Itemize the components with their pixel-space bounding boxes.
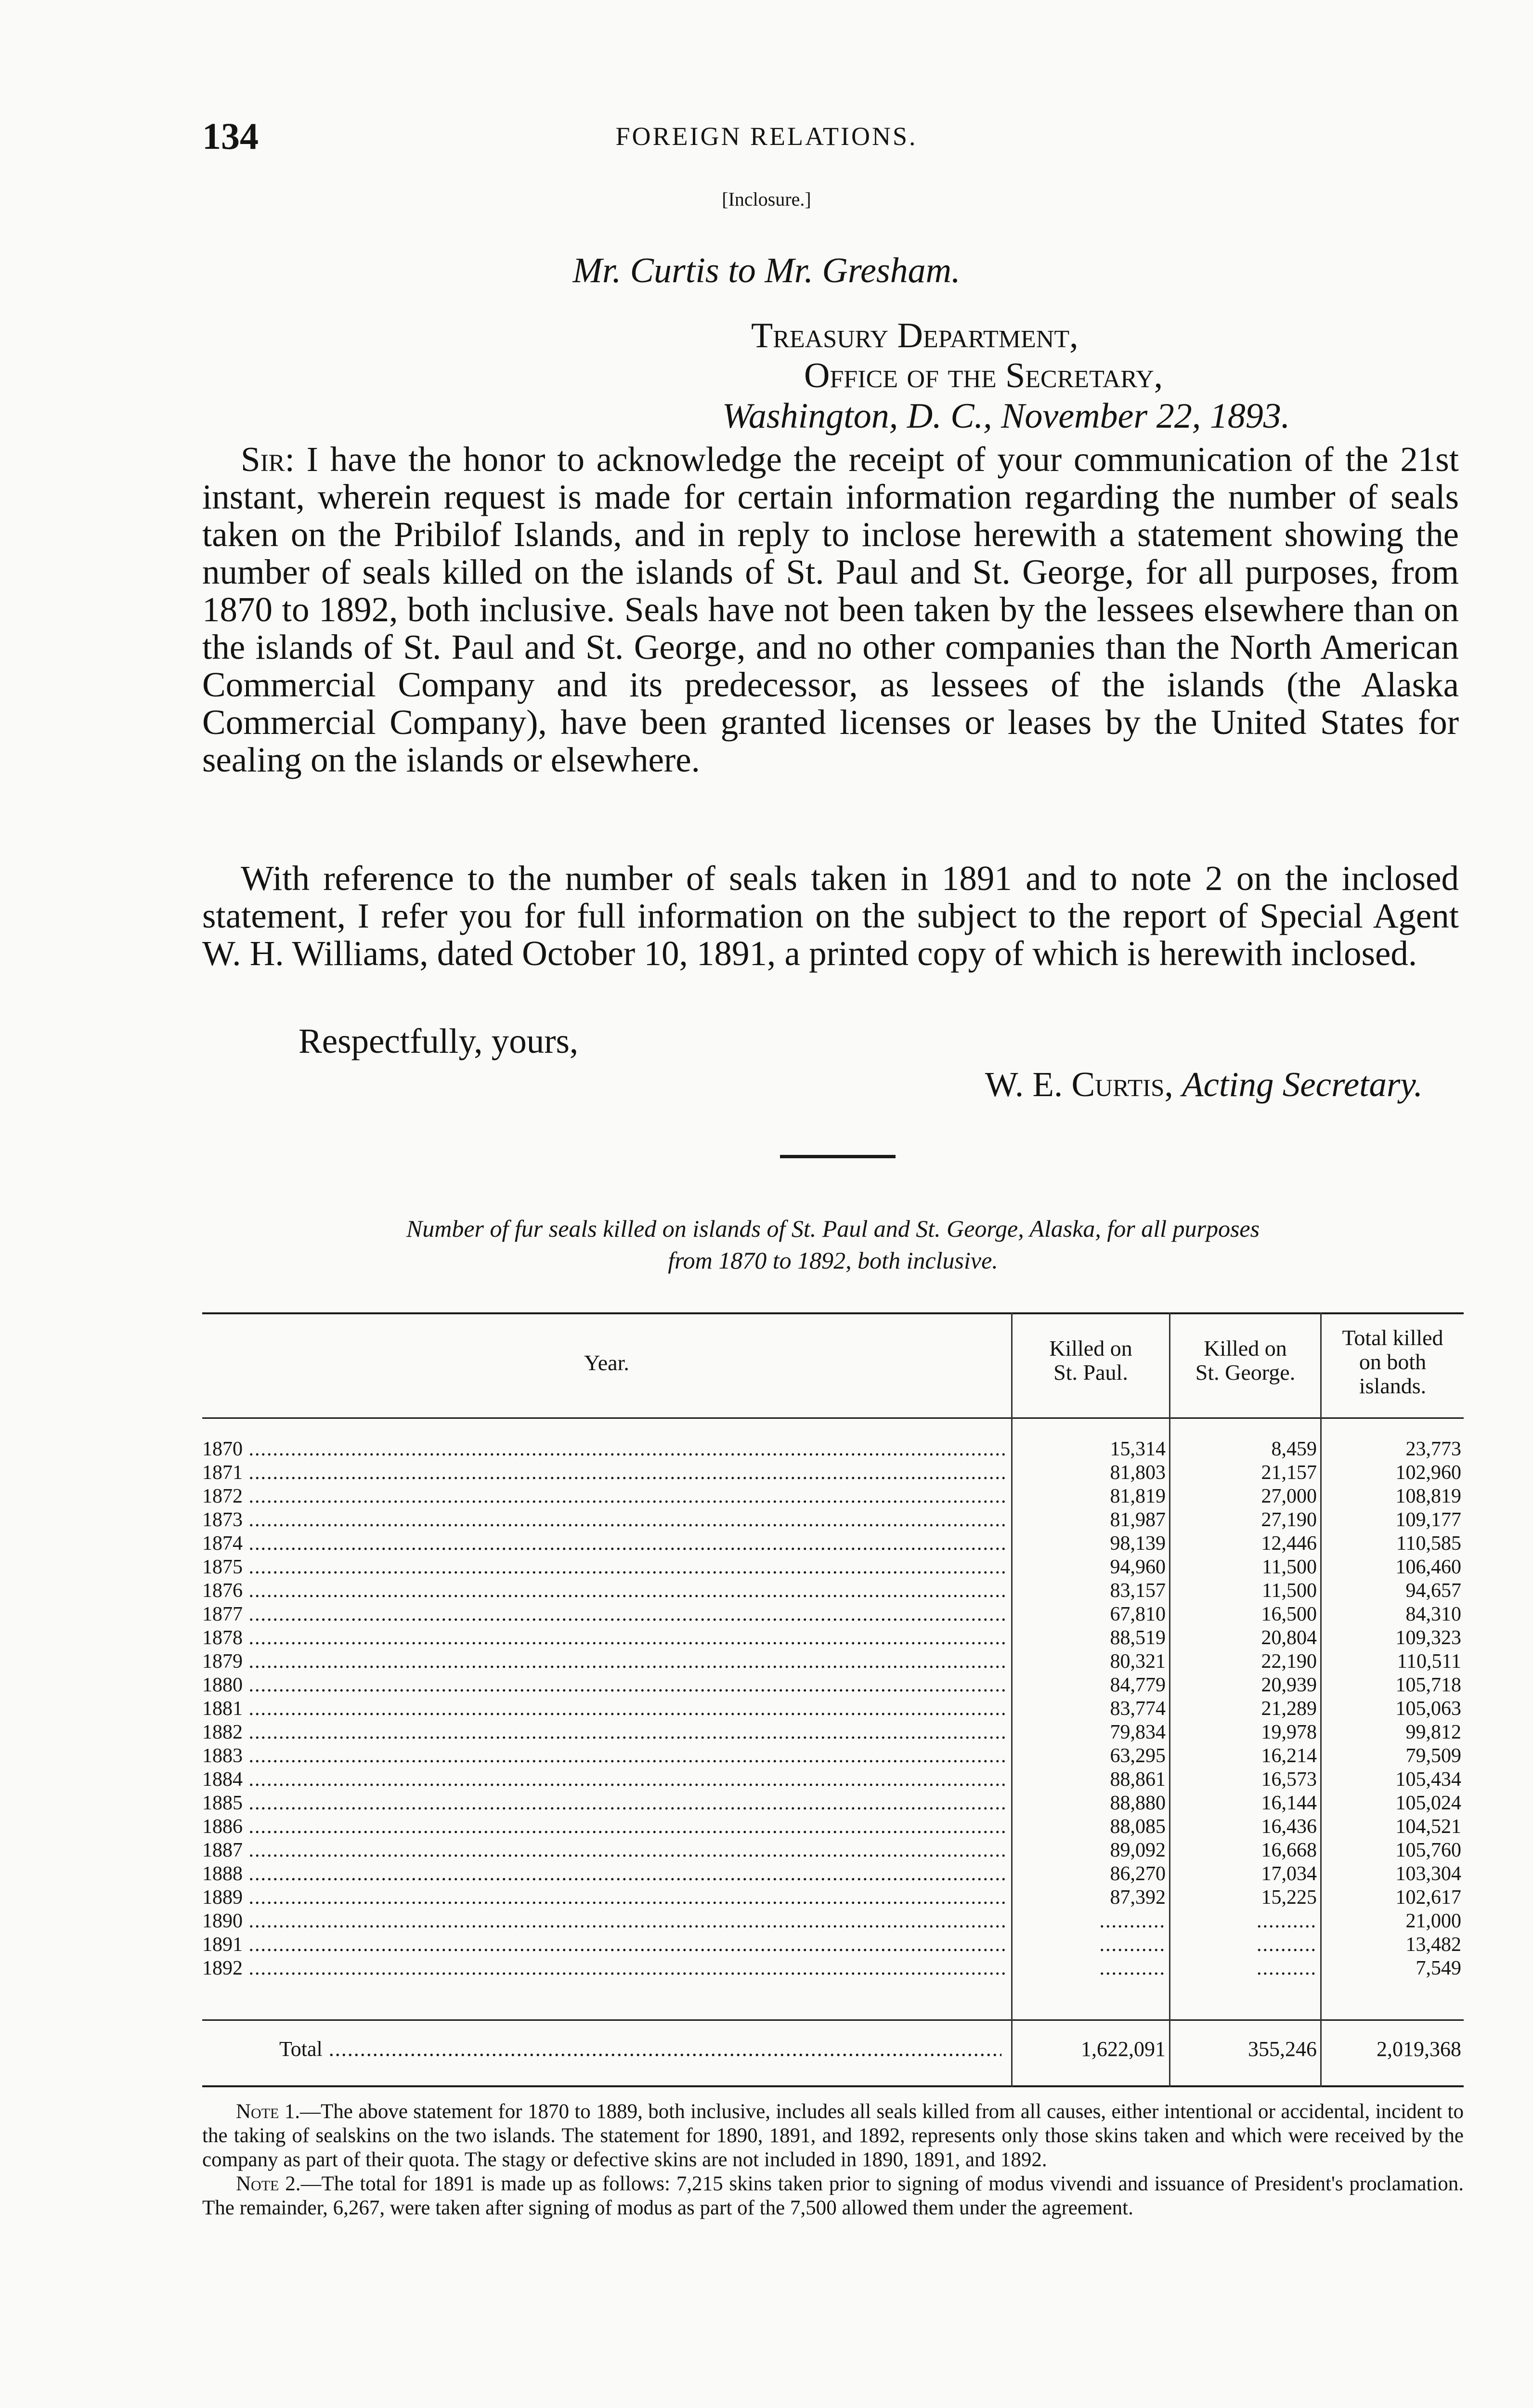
row-year: 1887 ..... [202,1839,1007,1862]
row-total: 106,460 [1395,1556,1461,1578]
row-total: 110,585 [1396,1532,1461,1555]
table-total-rule [202,2019,1464,2021]
row-total: 105,024 [1395,1792,1461,1814]
row-year: 1881 ..... [202,1697,1007,1721]
header-st-paul-line-2: St. Paul. [1053,1360,1128,1385]
row-total: 94,657 [1405,1580,1461,1602]
row-st-george: 11,500 [1262,1556,1317,1578]
table-row [202,1862,1464,1886]
row-st-george: 16,144 [1261,1792,1317,1814]
header-year: Year. [584,1350,629,1375]
row-st-paul-leader: ........... [1099,1957,1166,1979]
row-st-paul: 87,392 [1110,1886,1166,1909]
inclosure-label: [Inclosure.] [722,188,811,210]
signer-name: W. E. Curtis, [985,1065,1173,1104]
row-st-paul: 83,774 [1110,1698,1166,1720]
note-2 [202,2172,1464,2220]
note-2-text: —The total for 1891 is made up as follows: 7,215 skins taken prior to signing of modus vivendi and issuance of President's proclamation. The remainder, 6,267, were taken after signing of modus as part of the 7,500 allowed them under the agreement. [202,2172,1464,2219]
row-total: 84,310 [1405,1603,1461,1625]
table-caption-line-1: Number of fur seals killed on islands of St. Paul and St. George, Alaska, for all purposes [406,1215,1260,1242]
row-year: 1885 ..... [202,1792,1007,1815]
header-total-line-3: islands. [1359,1374,1427,1398]
row-year: 1891 ..... [202,1933,1007,1957]
row-st-george: 15,225 [1261,1886,1317,1909]
row-st-paul: 81,987 [1110,1509,1166,1531]
row-st-paul-leader: ........... [1099,1910,1166,1932]
note-2-label: Note 2. [236,2172,301,2195]
row-year: 1871 ..... [202,1461,1007,1485]
row-st-george: 20,939 [1261,1674,1317,1696]
row-st-george-leader: .......... [1257,1910,1317,1932]
row-year: 1889 ..... [202,1886,1007,1910]
row-total: 21,000 [1405,1910,1461,1932]
total-both: 2,019,368 [1377,2037,1461,2061]
row-year: 1872 ..... [202,1485,1007,1508]
row-year: 1882 ..... [202,1721,1007,1744]
header-total-line-2: on both [1359,1349,1427,1374]
row-year: 1886 ..... [202,1815,1007,1839]
table-row [202,1461,1464,1485]
address-office: Office of the Secretary, [804,356,1163,395]
row-st-paul: 88,085 [1110,1816,1166,1838]
table-row [202,1721,1464,1744]
row-total: 108,819 [1395,1485,1461,1507]
row-st-paul: 88,880 [1110,1792,1166,1814]
header-total [1322,1326,1464,1398]
row-st-paul: 63,295 [1110,1745,1166,1767]
table-bottom-rule [202,2085,1464,2087]
row-st-george: 27,000 [1261,1485,1317,1507]
table-caption [202,1213,1464,1276]
note-1-text: —The above statement for 1870 to 1889, both inclusive, includes all seals killed from all causes, either intentional or accidental, incident to the taking of sealskins on the two islands. The statement for 1890, 1891, and 1892, represents only those skins taken and which were received by the company as part of their quota. The stagy or defective skins are not included in 1890, 1891, and 1892. [202,2100,1464,2171]
row-year: 1876 ..... [202,1579,1007,1603]
row-total: 105,718 [1395,1674,1461,1696]
table-row [202,1579,1464,1603]
row-total: 79,509 [1405,1745,1461,1767]
row-year: 1892 ..... [202,1957,1007,1980]
row-st-paul: 80,321 [1110,1650,1166,1673]
paragraph-1-text: I have the honor to acknowledge the receipt of your communication of the 21st instant, wherein request is made for certain information regarding the number of seals taken on the Pribilof Islands, and in reply to inclose herewith a statement showing the number of seals killed on the islands of St. Paul and St. George, for all purposes, from 1870 to 1892, both inclusive. Seals have not been taken by the lessees elsewhere than on the islands of St. Paul and St. George, and no other companies than the North American Commercial Company and its predecessor, as lessees of the islands (the Alaska Commercial Company), have been granted licenses or leases by the United States for sealing on the islands or elsewhere. [202,440,1459,779]
row-st-paul: 89,092 [1110,1839,1166,1861]
table-row [202,1792,1464,1815]
row-st-paul: 83,157 [1110,1580,1166,1602]
row-st-george: 21,289 [1261,1698,1317,1720]
row-st-george: 22,190 [1261,1650,1317,1673]
row-year: 1873 ..... [202,1508,1007,1532]
row-st-george: 17,034 [1261,1863,1317,1885]
row-st-paul: 86,270 [1110,1863,1166,1885]
note-1 [202,2100,1464,2172]
row-st-george-leader: .......... [1257,1934,1317,1956]
total-st-paul: 1,622,091 [1081,2037,1166,2061]
table-row [202,1674,1464,1697]
table-total-row [202,2035,1464,2064]
page-number: 134 [202,115,259,157]
row-st-paul: 67,810 [1110,1603,1166,1625]
running-head: FOREIGN RELATIONS. [615,122,918,151]
total-st-george: 355,246 [1248,2037,1317,2061]
row-total: 109,177 [1395,1509,1461,1531]
row-total: 110,511 [1397,1650,1461,1673]
table-row [202,1485,1464,1508]
letter-paragraph-2: With reference to the number of seals taken in 1891 and to note 2 on the inclosed statement, I refer you for full information on the subject to the report of Special Agent W. H. Williams, dated October 10, 1891, a printed copy of which is herewith inclosed. [202,859,1459,973]
table-row [202,1839,1464,1862]
table-row [202,1650,1464,1674]
row-year: 1883 ..... [202,1744,1007,1768]
table-row [202,1744,1464,1768]
row-st-george: 21,157 [1261,1462,1317,1484]
letter-paragraph-1 [202,441,1459,779]
row-st-paul: 94,960 [1110,1556,1166,1578]
table-row [202,1603,1464,1626]
row-st-george: 19,978 [1261,1721,1317,1743]
row-year: 1890 ..... [202,1910,1007,1933]
table-row [202,1957,1464,1980]
row-total: 105,063 [1395,1698,1461,1720]
header-st-paul [1013,1336,1169,1385]
table-header-rule [202,1417,1464,1419]
row-st-paul-leader: ........... [1099,1934,1166,1956]
signature [0,1064,1423,1105]
row-total: 7,549 [1416,1957,1461,1979]
salutation: Sir: [241,440,295,479]
header-st-george-line-2: St. George. [1195,1360,1296,1385]
row-year: 1875 ..... [202,1556,1007,1579]
table-row [202,1556,1464,1579]
header-st-george [1170,1336,1320,1385]
row-st-paul: 88,519 [1110,1627,1166,1649]
row-st-george: 27,190 [1261,1509,1317,1531]
table-row [202,1438,1464,1461]
row-year: 1884 ..... [202,1768,1007,1792]
row-st-paul: 79,834 [1110,1721,1166,1743]
table-caption-line-2: from 1870 to 1892, both inclusive. [668,1247,998,1274]
row-st-paul: 98,139 [1110,1532,1166,1555]
row-total: 105,760 [1395,1839,1461,1861]
row-st-paul: 84,779 [1110,1674,1166,1696]
row-total: 102,617 [1395,1886,1461,1909]
row-st-george: 12,446 [1261,1532,1317,1555]
row-st-paul: 15,314 [1110,1438,1166,1460]
table-top-rule [202,1312,1464,1314]
header-st-paul-line-1: Killed on [1049,1336,1132,1361]
row-year: 1877 ..... [202,1603,1007,1626]
row-total: 103,304 [1395,1863,1461,1885]
row-year: 1880 ..... [202,1674,1007,1697]
header-total-line-1: Total killed [1342,1325,1443,1350]
letter-title: Mr. Curtis to Mr. Gresham. [572,251,961,290]
address-place-date: Washington, D. C., November 22, 1893. [722,396,1290,436]
row-total: 104,521 [1395,1816,1461,1838]
row-st-george: 16,668 [1261,1839,1317,1861]
table-row [202,1532,1464,1556]
row-total: 105,434 [1395,1768,1461,1791]
row-st-george: 16,436 [1261,1816,1317,1838]
row-total: 109,323 [1395,1627,1461,1649]
row-st-paul: 81,819 [1110,1485,1166,1507]
row-st-paul: 88,861 [1110,1768,1166,1791]
row-st-george: 16,573 [1261,1768,1317,1791]
table-row [202,1508,1464,1532]
table-row [202,1768,1464,1792]
row-year: 1878 ..... [202,1626,1007,1650]
row-total: 99,812 [1405,1721,1461,1743]
row-st-george: 20,804 [1261,1627,1317,1649]
row-st-paul: 81,803 [1110,1462,1166,1484]
table-row [202,1815,1464,1839]
row-total: 102,960 [1395,1462,1461,1484]
seal-kill-table [202,1312,1464,2089]
header-st-george-line-1: Killed on [1204,1336,1287,1361]
row-total: 23,773 [1405,1438,1461,1460]
row-year: 1879 ..... [202,1650,1007,1674]
letter-closing: Respectfully, yours, [299,1021,579,1060]
row-year: 1874 ..... [202,1532,1007,1556]
row-total: 13,482 [1405,1934,1461,1956]
table-row [202,1886,1464,1910]
total-label: Total ..... [279,2035,1001,2064]
row-st-george: 16,214 [1261,1745,1317,1767]
row-st-george-leader: .......... [1257,1957,1317,1979]
row-st-george: 11,500 [1262,1580,1317,1602]
table-row [202,1933,1464,1957]
table-row [202,1626,1464,1650]
table-notes [202,2100,1464,2220]
note-1-label: Note 1. [236,2100,300,2123]
section-divider [780,1155,896,1158]
address-department: Treasury Department, [751,316,1078,355]
row-year: 1870 ..... [202,1438,1007,1461]
row-st-george: 8,459 [1271,1438,1317,1460]
signer-title: Acting Secretary. [1182,1065,1423,1104]
table-row [202,1910,1464,1933]
table-row [202,1697,1464,1721]
row-year: 1888 ..... [202,1862,1007,1886]
row-st-george: 16,500 [1261,1603,1317,1625]
